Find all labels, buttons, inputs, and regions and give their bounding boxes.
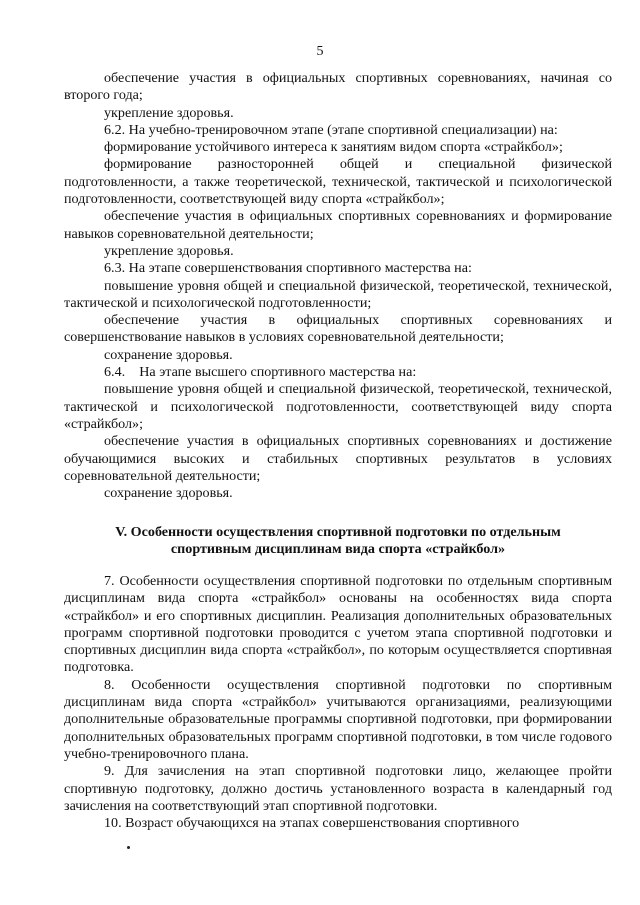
paragraph: повышение уровня общей и специальной физической, теоретической, технической, тактической и психологической подготовленности; [64,277,612,311]
paragraph: 6.3. На этапе совершенствования спортивного мастерства на: [104,260,472,277]
document-body-bottom [64,573,612,832]
paragraph: обеспечение участия в официальных спортивных соревнованиях и формирование навыков соревновательной деятельности; [64,208,612,242]
paragraph: сохранение здоровья. [104,346,233,363]
section-heading-line: спортивным дисциплинам вида спорта «страйкбол» [170,541,506,558]
document-body-top [64,70,612,502]
section-heading-line: V. Особенности осуществления спортивной подготовки по отдельным [115,524,561,540]
paragraph: 6.4. На этапе высшего спортивного мастерства на: [104,364,417,381]
paragraph: 7. Особенности осуществления спортивной подготовки по отдельным спортивным дисциплинам вида спорта «страйкбол» основаны на особенностях вида спорта «страйкбол» и его спортивных дисциплин. Реализация дополнительных образовательных программ спортивной подготовки проводится с учетом этапа спортивной подготовки и спортивных дисциплин вида спорта «страйкбол», по которым осуществляется спортивная подготовка. [64,573,612,676]
paragraph: повышение уровня общей и специальной физической, теоретической, технической, тактической и психологической подготовленности, соответствующей виду спорта «страйкбол»; [64,381,612,432]
paragraph: обеспечение участия в официальных спортивных соревнованиях, начиная со второго года; [64,70,612,104]
paragraph: 6.2. На учебно-тренировочном этапе (этапе спортивной специализации) на: [104,121,558,138]
scan-speck [127,846,130,849]
paragraph: обеспечение участия в официальных спортивных соревнованиях и совершенствование навыков в условиях соревновательной деятельности; [64,312,612,346]
paragraph: укрепление здоровья. [104,242,234,259]
paragraph: формирование устойчивого интереса к занятиям видом спорта «страйкбол»; [104,139,563,156]
paragraph: сохранение здоровья. [104,485,233,502]
paragraph: укрепление здоровья. [104,104,234,121]
paragraph: обеспечение участия в официальных спортивных соревнованиях и достижение обучающимися высоких и стабильных спортивных результатов в условиях соревновательной деятельности; [64,433,612,484]
section-heading [64,524,612,559]
paragraph: 8. Особенности осуществления спортивной подготовки по спортивным дисциплинам вида спорта «страйкбол» учитываются организациями, реализующими дополнительные образовательные программы спортивной подготовки, при формировании дополнительных образовательных программ спортивной подготовки, в том числе годового учебно-тренировочного плана. [64,676,612,762]
paragraph: 10. Возраст обучающихся на этапах совершенствования спортивного [104,815,520,832]
paragraph: формирование разносторонней общей и специальной физической подготовленности, а также теоретической, технической, тактической и психологической подготовленности, соответствующей виду спорта «страйкбол»; [64,156,612,208]
page-number: 5 [316,44,324,59]
paragraph: 9. Для зачисления на этап спортивной подготовки лицо, желающее пройти спортивную подготовку, должно достичь установленного возраста в календарный год зачисления на соответствующий этап спортивной подготовки. [64,763,612,814]
